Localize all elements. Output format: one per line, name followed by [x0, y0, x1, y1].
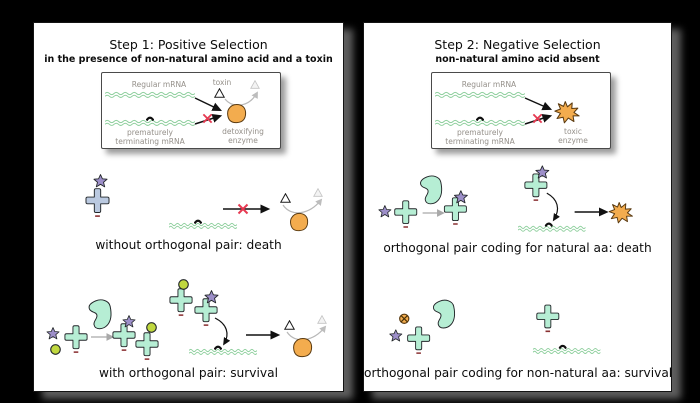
crossed-out-amino-acid-icon: [400, 314, 409, 323]
panel1-subtitle: in the presence of non-natural amino acid and a toxin: [44, 54, 333, 65]
toxin-triangle-icon: [281, 194, 290, 203]
premature-label-line2: terminating mRNA: [115, 137, 185, 146]
enzyme-label-line1: detoxifying: [222, 127, 264, 136]
amino-acid-star-icon: [390, 330, 402, 341]
stop-codon-icon: [559, 346, 566, 349]
curved-arrow-icon: [547, 193, 558, 220]
trna-icon: [113, 324, 135, 350]
degraded-toxin-triangle-icon: [318, 316, 327, 324]
trna-icon: [136, 333, 158, 359]
toxin-label: toxin: [212, 78, 232, 87]
enzyme-label-line1: toxic: [564, 127, 582, 136]
amino-acid-star-icon: [94, 175, 107, 187]
enzyme-label-line2: enzyme: [228, 136, 258, 145]
trna-icon: [170, 289, 192, 315]
panel2-title: Step 2: Negative Selection: [434, 37, 601, 52]
panel1-middle-caption: without orthogonal pair: death: [95, 238, 282, 252]
panel-negative-selection: [363, 22, 672, 392]
mrna-icon: [518, 226, 586, 231]
stop-codon-icon: [545, 224, 552, 227]
regular-mrna-label: Regular mRNA: [131, 80, 187, 89]
amino-acid-circle-icon: [51, 345, 61, 355]
panel2-scenes: [364, 23, 671, 391]
panel2-middle-caption: orthogonal pair coding for natural aa: death: [383, 241, 652, 255]
premature-label-line1: prematurely: [457, 128, 503, 137]
panel2-bottom-caption: orthogonal pair coding for non-natural aa: survival: [364, 366, 673, 380]
trna-icon: [408, 327, 430, 353]
aminoacyl-synthetase-icon: [89, 300, 111, 329]
trna-icon: [86, 189, 109, 216]
panel2-subtitle: non-natural amino acid absent: [435, 54, 600, 65]
curved-arrow-icon: [215, 318, 227, 344]
aminoacyl-synthetase-icon: [421, 176, 442, 204]
toxic-enzyme-icon: [609, 203, 632, 223]
detoxifying-enzyme-icon: [294, 338, 312, 356]
trna-icon: [537, 305, 559, 331]
mrna-icon: [189, 349, 257, 354]
toxin-triangle-icon: [285, 321, 294, 330]
enzyme-label-line2: enzyme: [558, 136, 588, 145]
aminoacyl-synthetase-icon: [433, 300, 454, 328]
amino-acid-star-icon: [47, 328, 59, 339]
trna-icon: [65, 326, 87, 352]
panel1-title: Step 1: Positive Selection: [109, 37, 268, 52]
premature-label-line2: terminating mRNA: [445, 137, 515, 146]
regular-mrna-label: Regular mRNA: [461, 80, 517, 89]
panel1-bottom-caption: with orthogonal pair: survival: [99, 366, 278, 380]
trna-icon: [195, 299, 217, 325]
amino-acid-circle-icon: [147, 323, 157, 333]
trna-icon: [395, 201, 417, 227]
trna-icon: [525, 174, 547, 200]
mrna-icon: [533, 348, 601, 353]
mrna-icon: [169, 223, 237, 228]
detoxifying-enzyme-icon: [291, 213, 308, 230]
panel-positive-selection: [33, 22, 344, 392]
amino-acid-star-icon: [379, 206, 391, 217]
premature-label-line1: prematurely: [127, 128, 173, 137]
degraded-toxin-triangle-icon: [314, 189, 323, 197]
panel1-scenes: [34, 23, 343, 391]
amino-acid-circle-icon: [179, 280, 189, 290]
